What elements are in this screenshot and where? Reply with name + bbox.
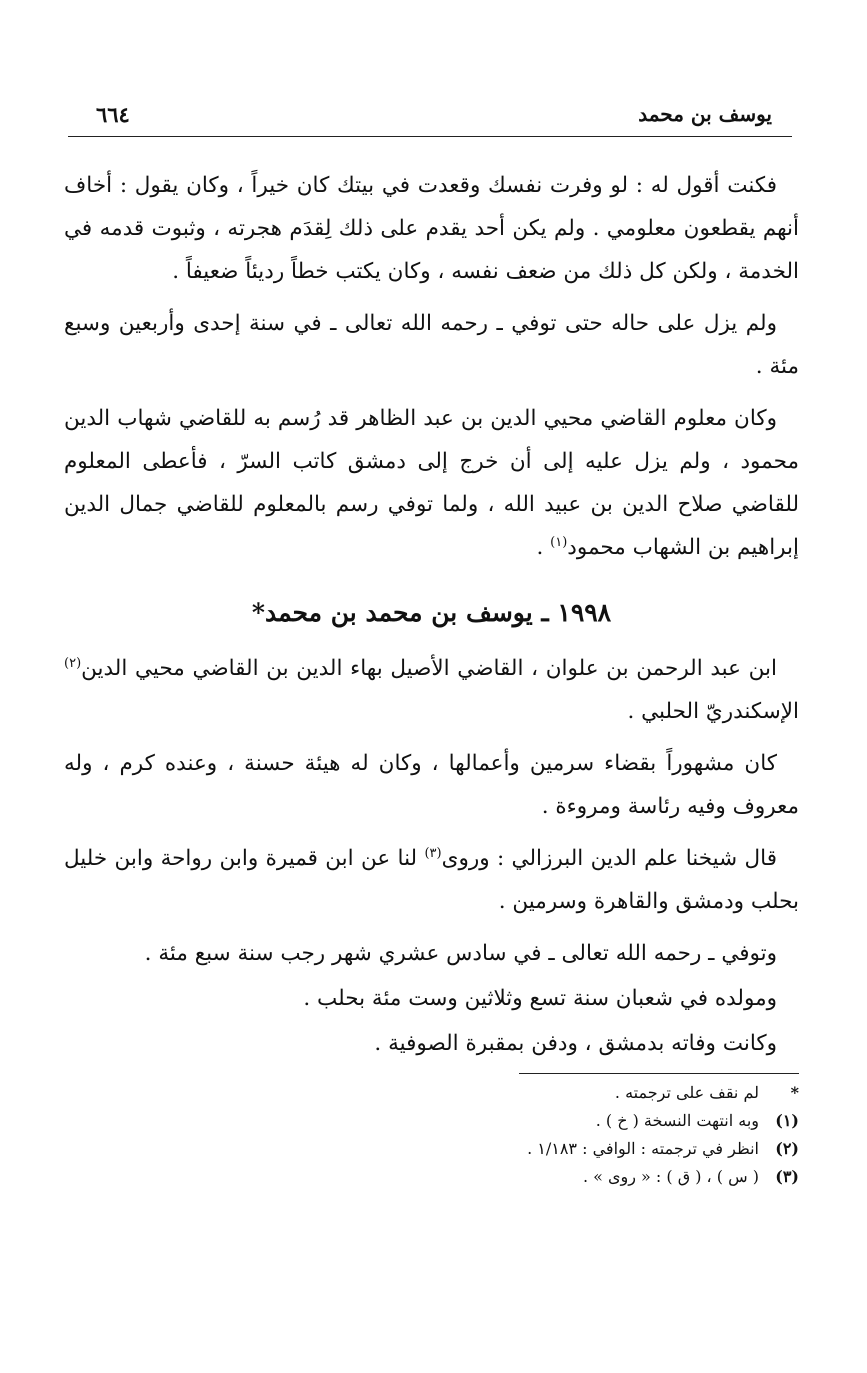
entry-paragraph: كان مشهوراً بقضاء سرمين وأعمالها ، وكان له هيئة حسنة ، وعنده كرم ، وله معروف وفيه رئاسة ومروءة . <box>64 751 799 819</box>
entry-heading: ١٩٩٨ ـ يوسف بن محمد بن محمد* <box>251 598 612 627</box>
footnote-text: وبه انتهت النسخة ( خ ) . <box>595 1111 759 1130</box>
footnote <box>64 1163 799 1191</box>
footnote-reference: (٢) <box>64 655 82 671</box>
footnote-reference: (٣) <box>424 845 442 861</box>
running-title: يوسف بن محمد <box>638 102 772 126</box>
entry-paragraph <box>64 837 799 923</box>
page-number: ٦٦٤ <box>96 102 130 127</box>
entry-paragraph: وتوفي ـ رحمه الله تعالى ـ في سادس عشري شهر رجب سنة سبع مئة . <box>144 941 777 966</box>
footnotes <box>64 1079 799 1191</box>
entry-intro-text: الإسكندريّ الحلبي . <box>627 699 799 724</box>
footnote <box>64 1079 799 1107</box>
main-text <box>64 164 799 1067</box>
entry-paragraph: وكانت وفاته بدمشق ، ودفن بمقبرة الصوفية . <box>374 1031 777 1056</box>
footnote-mark: (١) <box>775 1111 799 1130</box>
paragraph-end: . <box>536 535 551 560</box>
paragraph: ولم يزل على حاله حتى توفي ـ رحمه الله تعالى ـ في سنة إحدى وأربعين وسبع مئة . <box>64 311 799 379</box>
entry-intro-text: ابن عبد الرحمن بن علوان ، القاضي الأصيل بهاء الدين بن القاضي محيي الدين <box>81 656 777 681</box>
footnote-text: لم نقف على ترجمته . <box>614 1083 759 1102</box>
entry-paragraph-text: لنا عن ابن قميرة وابن رواحة وابن خليل بحلب ودمشق والقاهرة وسرمين . <box>64 846 799 914</box>
paragraph: فكنت أقول له : لو وفرت نفسك وقعدت في بيتك كان خيراً ، وكان يقول : أخاف أنهم يقطعون معلومي . ولم يكن أحد يقدم على ذلك لِقدَم هجرته ، وثبوت قدمه في الخدمة ، ولكن كل ذلك من ضعف نفسه ، وكان يكتب خطاً رديئاً ضعيفاً . <box>64 173 799 284</box>
footnote-separator <box>519 1073 799 1074</box>
footnote-mark: (٢) <box>775 1139 799 1158</box>
footnote-mark: * <box>790 1083 799 1102</box>
footnote-reference: (١) <box>550 534 568 550</box>
entry-paragraph: ومولده في شعبان سنة تسع وثلاثين وست مئة بحلب . <box>303 986 777 1011</box>
entry-paragraph-text: قال شيخنا علم الدين البرزالي : وروى <box>441 846 777 871</box>
footnote <box>64 1135 799 1163</box>
running-header <box>68 100 792 137</box>
footnote-text: انظر في ترجمته : الوافي : ١/١٨٣ . <box>527 1139 759 1158</box>
paragraph <box>64 397 799 569</box>
paragraph-text: وكان معلوم القاضي محيي الدين بن عبد الظاهر قد رُسم به للقاضي شهاب الدين محمود ، ولم يزل عليه إلى أن خرج إلى دمشق كاتب السرّ ، فأعطى المعلوم للقاضي صلاح الدين بن عبيد الله ، ولما توفي رسم بالمعلوم للقاضي جمال الدين إبراهيم بن الشهاب محمود <box>64 406 799 560</box>
footnote-mark: (٣) <box>775 1167 799 1186</box>
footnote-text: ( س ) ، ( ق ) : « روى » . <box>582 1167 759 1186</box>
entry-intro <box>64 647 799 733</box>
footnote <box>64 1107 799 1135</box>
